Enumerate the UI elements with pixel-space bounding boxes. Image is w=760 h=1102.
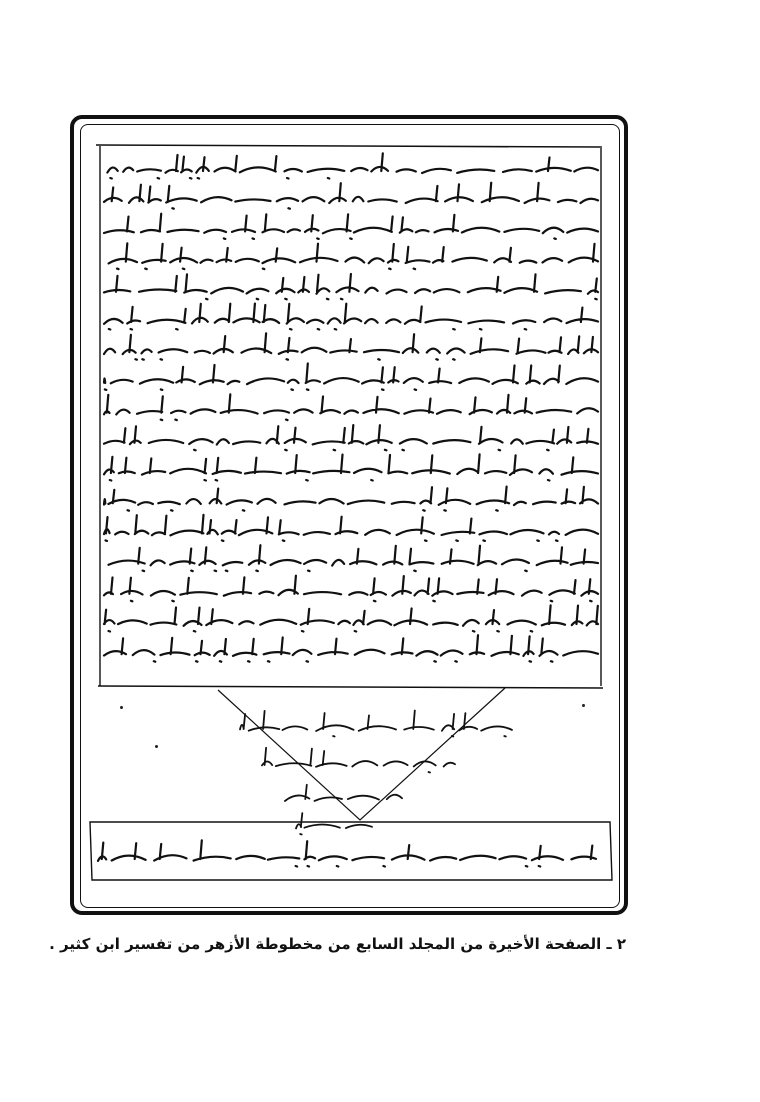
colophon-box [90,822,612,880]
manuscript-line-5 [104,274,598,299]
ink-speck [120,706,123,709]
manuscript-line-15 [104,576,598,602]
manuscript-line-1 [107,153,598,178]
manuscript-line-18 [240,711,512,737]
figure-caption: ٢ ـ الصفحة الأخيرة من المجلد السابع من مخطوطة الأزهر من تفسير ابن كثير . [49,935,626,953]
manuscript-line-3 [104,214,598,239]
manuscript-line-14 [109,545,599,571]
manuscript-top-rule [96,145,600,147]
ink-speck [155,745,158,748]
manuscript-line-13 [104,515,598,541]
manuscript-line-22 [98,840,596,866]
manuscript-line-21 [296,813,372,834]
manuscript-separator-rule [98,686,603,688]
colophon-triangle [218,688,505,820]
manuscript-line-9 [104,394,598,420]
manuscript-line-20 [285,785,402,801]
manuscript-line-2 [104,183,598,209]
manuscript-line-8 [104,364,598,390]
manuscript-line-4 [109,243,598,269]
handwritten-text [98,153,598,866]
manuscript-line-7 [104,333,598,359]
manuscript-line-17 [104,635,598,662]
manuscript-line-10 [104,425,598,450]
manuscript-line-11 [104,454,598,480]
manuscript-line-16 [104,605,598,631]
manuscript-line-12 [104,487,598,511]
manuscript-line-6 [104,304,598,330]
ink-speck [582,704,585,707]
